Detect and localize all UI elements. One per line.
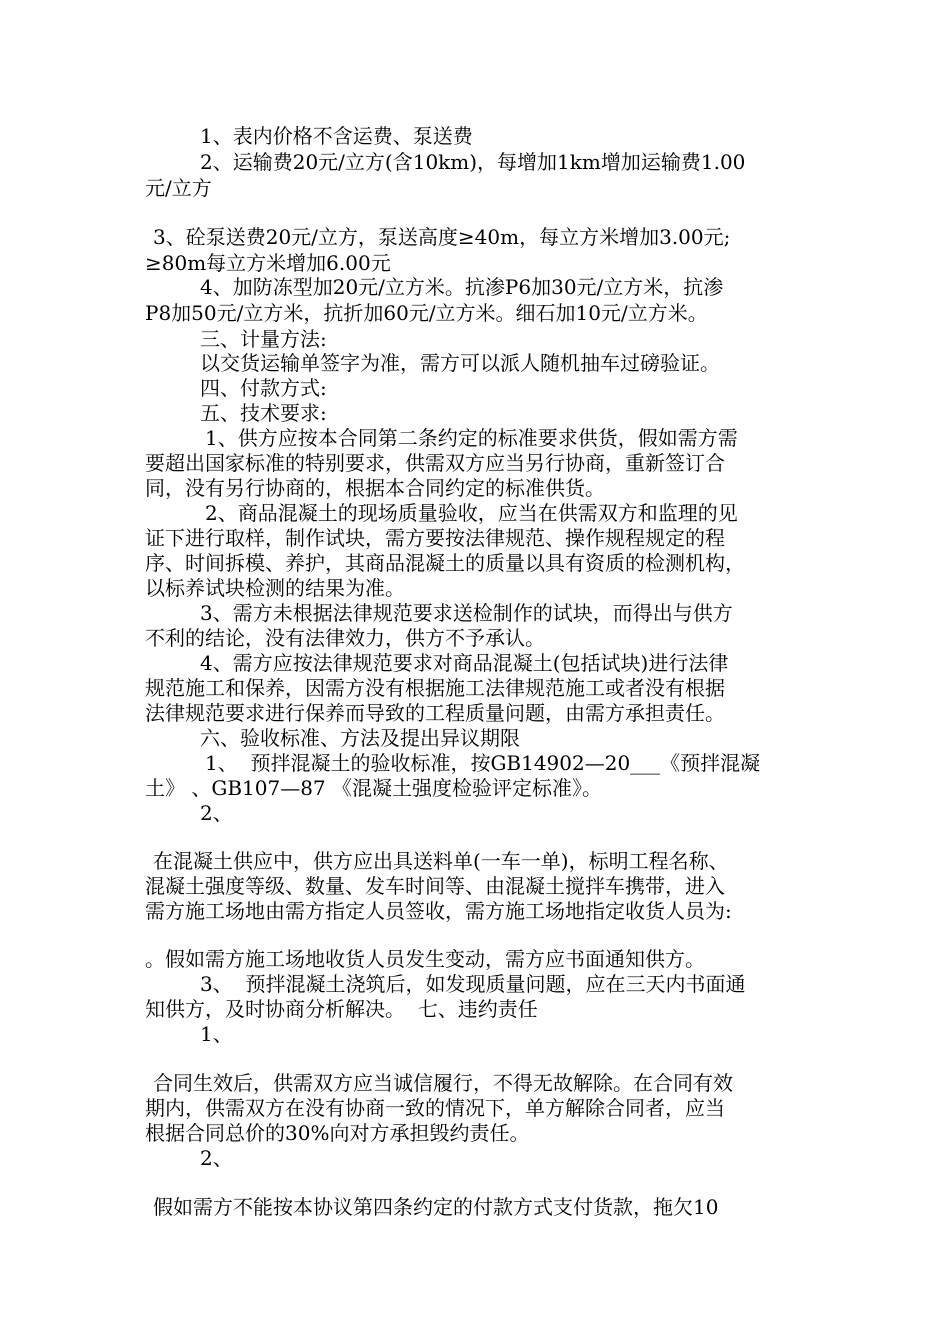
text-line: 混凝土强度等级、数量、发车时间等、由混凝土搅拌车携带，进入 (145, 874, 725, 898)
text-line: 2、 (200, 1146, 233, 1170)
section-heading: 六、验收标准、方法及提出异议期限 (200, 726, 520, 750)
text-line: 期内，供需双方在没有协商一致的情况下，单方解除合同者，应当 (145, 1096, 725, 1120)
section-heading: 四、付款方式: (200, 376, 327, 400)
text-line: 需方施工场地由需方指定人员签收，需方施工场地指定收货人员为: (145, 899, 732, 923)
text-line: 证下进行取样，制作试块，需方要按法律规范、操作规程规定的程 (145, 526, 725, 550)
text-line: 合同生效后，供需双方应当诚信履行，不得无故解除。在合同有效 (153, 1071, 733, 1095)
text-line: 2、商品混凝土的现场质量验收，应当在供需双方和监理的见 (205, 501, 738, 525)
text-line: 3、砼泵送费20元/立方，泵送高度≥40m，每立方米增加3.00元; (153, 225, 731, 249)
text-line: 不利的结论，没有法律效力，供方不予承认。 (145, 626, 545, 650)
text-line: 3、 预拌混凝土浇筑后，如发现质量问题，应在三天内书面通 (200, 972, 746, 996)
text-line: 4、需方应按法律规范要求对商品混凝土(包括试块)进行法律 (200, 651, 729, 675)
text-line: 。假如需方施工场地收货人员发生变动，需方应书面通知供方。 (145, 947, 705, 971)
text-line: 1、表内价格不含运费、泵送费 (200, 124, 473, 148)
text-line: ≥80m每立方米增加6.00元 (145, 251, 391, 275)
text-line: 同，没有另行协商的，根据本合同约定的标准供货。 (145, 476, 605, 500)
text-line: 要超出国家标准的特别要求，供需双方应当另行协商，重新签订合 (145, 451, 725, 475)
text-line: 2、运输费20元/立方(含10km)，每增加1km增加运输费1.00 (200, 150, 746, 174)
text-line: 2、 (200, 801, 233, 825)
text-line: 元/立方 (145, 176, 212, 200)
text-line: 1、 (200, 1022, 233, 1046)
text-line: 序、时间拆模、养护，其商品混凝土的质量以具有资质的检测机构， (145, 551, 745, 575)
text-line: P8加50元/立方米，抗折加60元/立方米。细石加10元/立方米。 (145, 301, 708, 325)
text-line: 1、 预拌混凝土的验收标准，按GB14902—20___《预拌混凝 (205, 751, 761, 775)
text-line: 土》 、GB107—87 《混凝土强度检验评定标准》。 (145, 776, 603, 800)
section-heading: 三、计量方法: (200, 327, 327, 351)
text-line: 知供方，及时协商分析解决。 七、违约责任 (145, 997, 538, 1021)
text-line: 在混凝土供应中，供方应出具送料单(一车一单)，标明工程名称、 (153, 849, 729, 873)
text-line: 规范施工和保养，因需方没有根据施工法律规范施工或者没有根据 (145, 676, 725, 700)
text-line: 法律规范要求进行保养而导致的工程质量问题，由需方承担责任。 (145, 701, 725, 725)
section-heading: 五、技术要求: (200, 401, 327, 425)
text-line: 假如需方不能按本协议第四条约定的付款方式支付货款，拖欠10 (153, 1195, 719, 1219)
text-line: 3、需方未根据法律规范要求送检制作的试块，而得出与供方 (200, 601, 733, 625)
text-line: 以标养试块检测的结果为准。 (145, 576, 405, 600)
text-line: 1、供方应按本合同第二条约定的标准要求供货，假如需方需 (205, 426, 738, 450)
text-line: 4、加防冻型加20元/立方米。抗渗P6加30元/立方米，抗渗 (200, 275, 724, 299)
text-line: 以交货运输单签字为准，需方可以派人随机抽车过磅验证。 (200, 351, 720, 375)
text-line: 根据合同总价的30%向对方承担毁约责任。 (145, 1121, 530, 1145)
